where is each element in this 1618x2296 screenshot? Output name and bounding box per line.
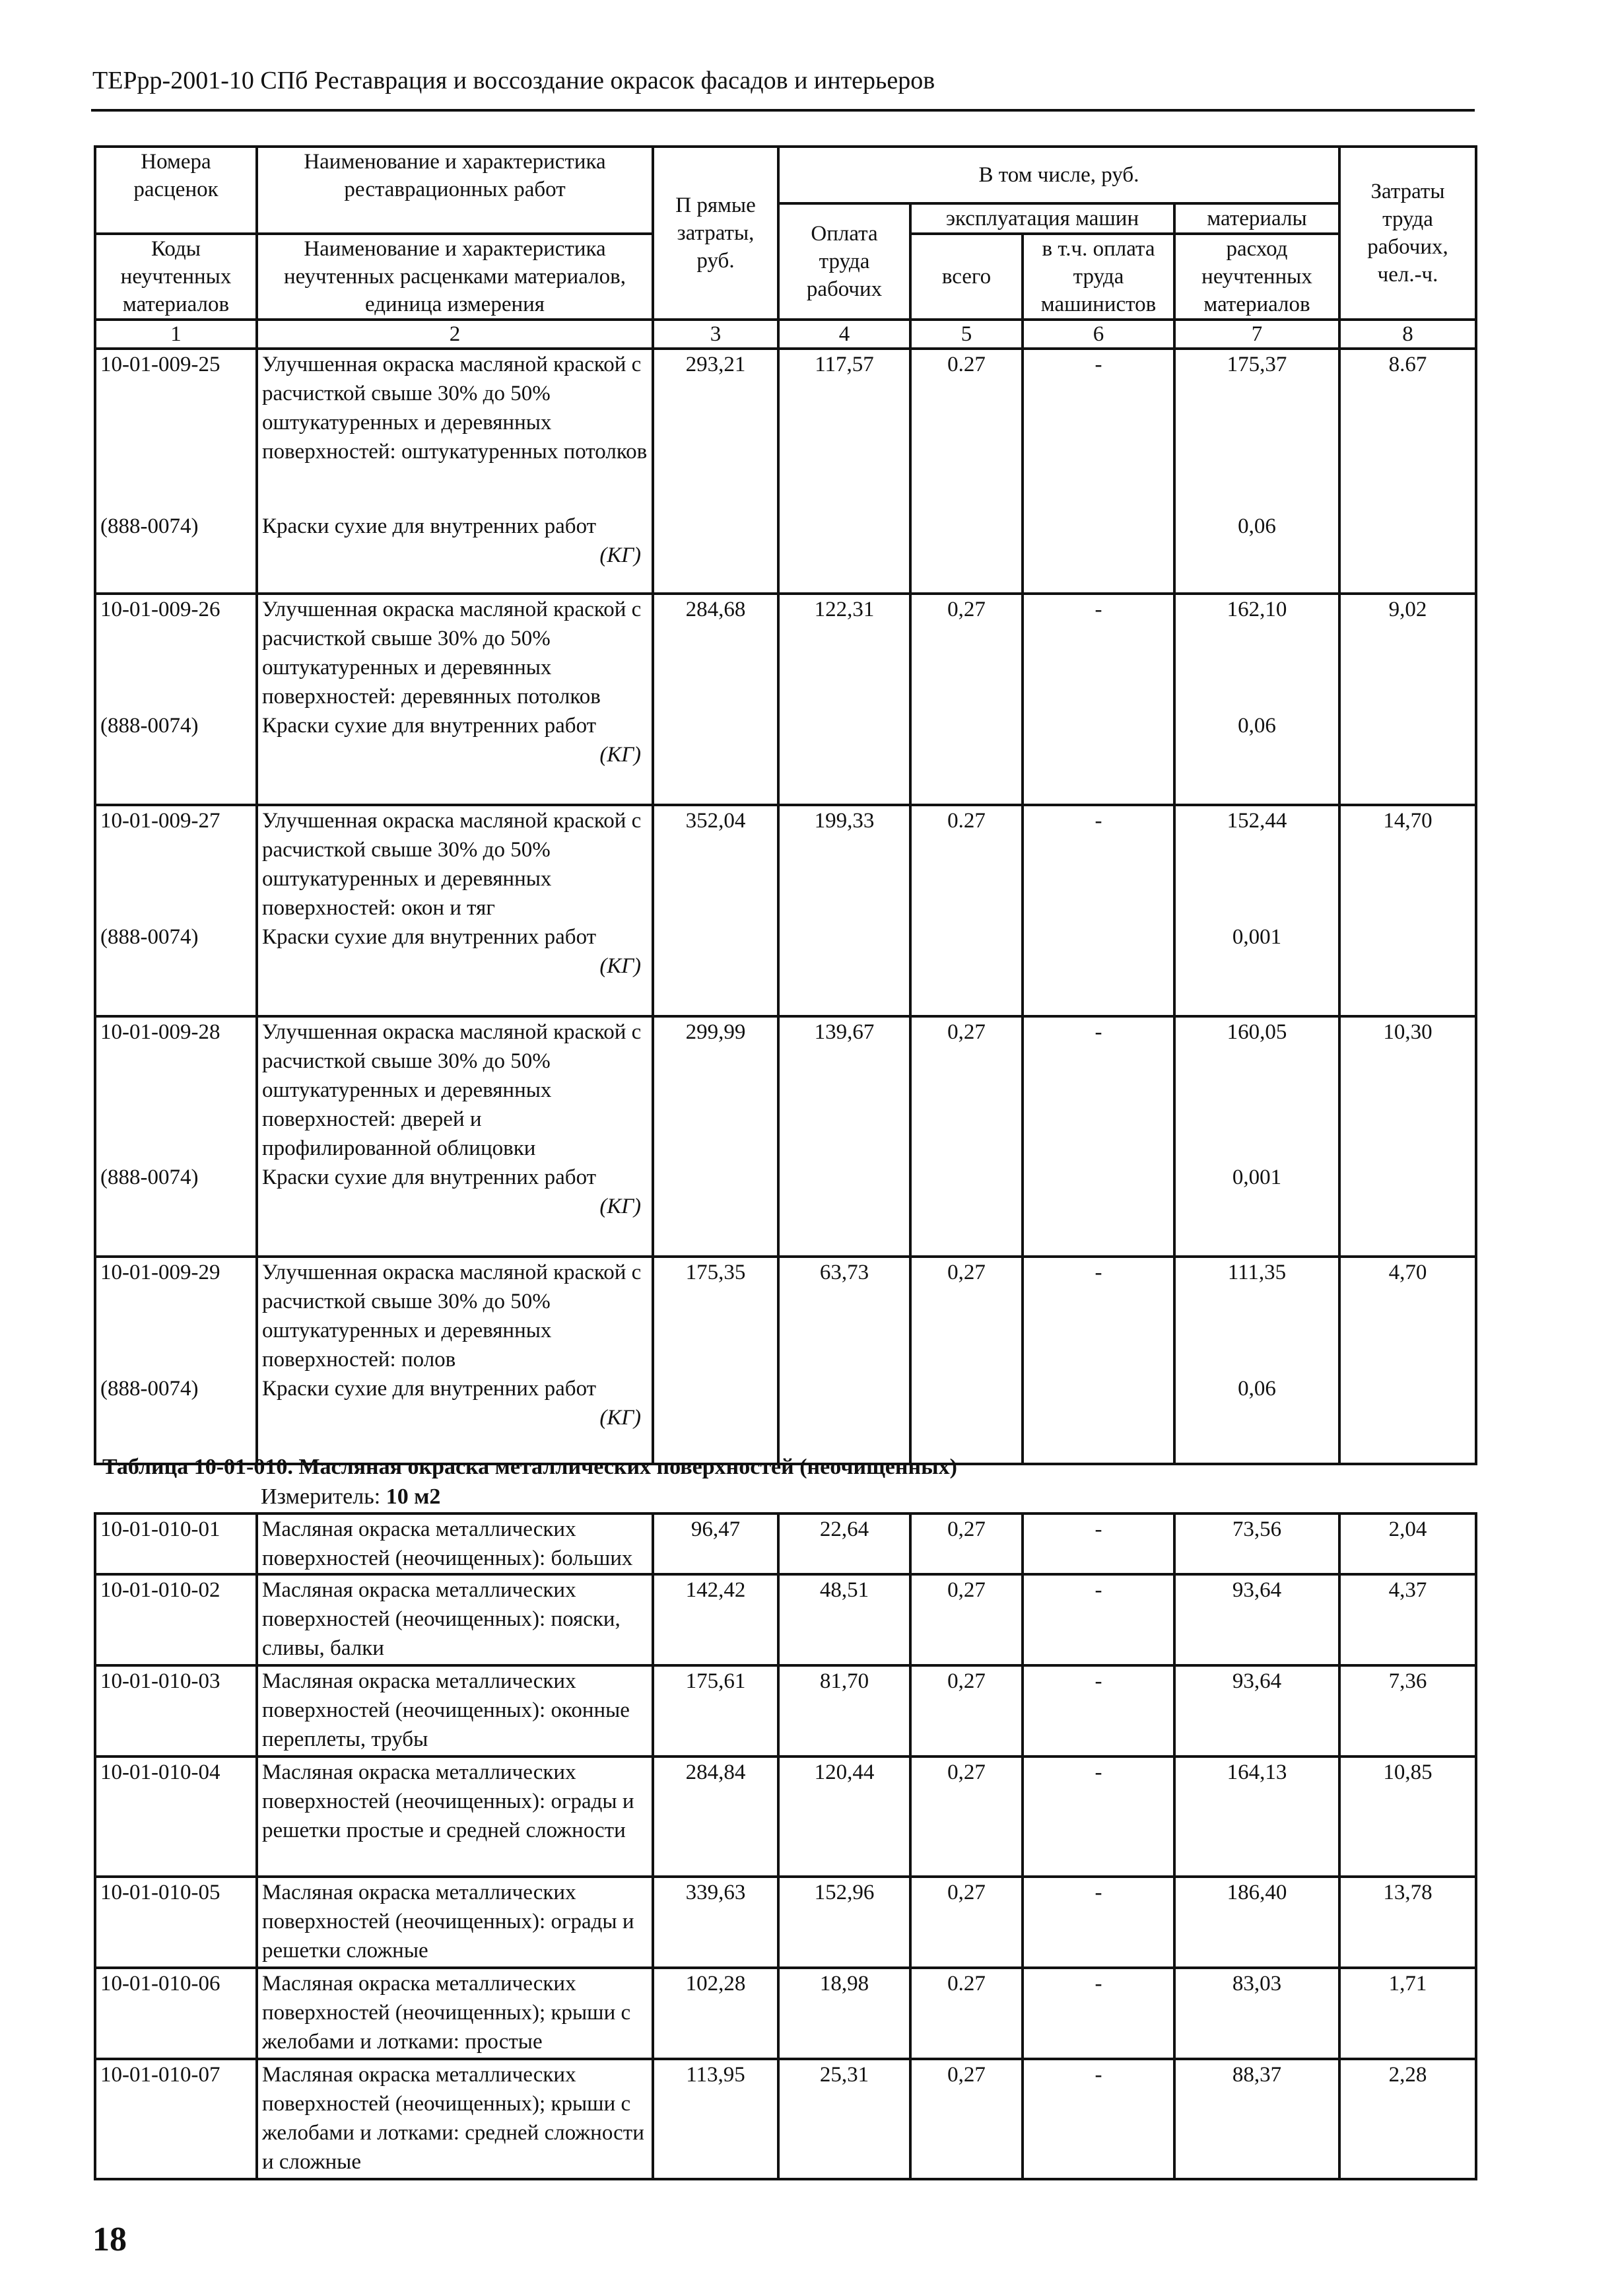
- table-row: [95, 1257, 1476, 1374]
- rates-table-1: [94, 145, 1477, 1465]
- material-qty: 0,06: [1174, 512, 1339, 594]
- direct-costs: 352,04: [653, 805, 778, 1016]
- labor-pay: 120,44: [778, 1757, 910, 1877]
- measure-value: 10 м2: [386, 1484, 441, 1509]
- table-row: [95, 1513, 1476, 1574]
- spacer: [257, 203, 653, 234]
- material-code: (888-0074): [95, 1163, 257, 1257]
- labor-pay: 122,31: [778, 594, 910, 805]
- work-name: Улучшенная окраска масляной краской с расчисткой свыше 30% до 50% оштукатуренных и деревянных поверхностей: окон и тяг: [257, 805, 653, 922]
- direct-costs: 339,63: [653, 1877, 778, 1968]
- direct-costs: 175,35: [653, 1257, 778, 1464]
- material-name: [257, 512, 653, 594]
- col-material-name-header: Наименование и характеристика неучтенных расценками материалов, единица измерения: [257, 234, 653, 320]
- operators-pay: -: [1023, 1257, 1174, 1464]
- material-unit: (КГ): [599, 1406, 641, 1430]
- materials-cost: 175,37: [1174, 349, 1339, 512]
- material-code: (888-0074): [95, 1374, 257, 1464]
- labor-hours: 7,36: [1339, 1665, 1476, 1757]
- materials-cost: 111,35: [1174, 1257, 1339, 1374]
- machines-total: 0.27: [910, 805, 1023, 1016]
- col-direct-costs-header: П рямые затраты, руб.: [653, 147, 778, 320]
- materials-cost: 83,03: [1174, 1968, 1339, 2059]
- table-caption: Таблица 10-01-010. Масляная окраска металлических поверхностей (неочищенных): [102, 1455, 957, 1479]
- labor-hours: 4,37: [1339, 1574, 1476, 1665]
- table-row: [95, 1016, 1476, 1163]
- material-name-text: Краски сухие для внутренних работ: [262, 714, 597, 738]
- materials-cost: 88,37: [1174, 2059, 1339, 2179]
- rate-code: 10-01-009-28: [95, 1016, 257, 1163]
- rate-code: 10-01-009-29: [95, 1257, 257, 1374]
- materials-cost: 93,64: [1174, 1574, 1339, 1665]
- materials-cost: 164,13: [1174, 1757, 1339, 1877]
- operators-pay: -: [1023, 1016, 1174, 1257]
- labor-hours: 2,04: [1339, 1513, 1476, 1574]
- direct-costs: 284,84: [653, 1757, 778, 1877]
- rate-code: 10-01-010-06: [95, 1968, 257, 2059]
- direct-costs: 142,42: [653, 1574, 778, 1665]
- materials-cost: 73,56: [1174, 1513, 1339, 1574]
- direct-costs: 175,61: [653, 1665, 778, 1757]
- machines-total: 0,27: [910, 1513, 1023, 1574]
- labor-pay: 18,98: [778, 1968, 910, 2059]
- machines-total: 0.27: [910, 1968, 1023, 2059]
- material-qty: 0,06: [1174, 711, 1339, 805]
- work-name: Улучшенная окраска масляной краской с расчисткой свыше 30% до 50% оштукатуренных и деревянных поверхностей: деревянных потолков: [257, 594, 653, 711]
- labor-pay: 22,64: [778, 1513, 910, 1574]
- machines-total: 0.27: [910, 349, 1023, 594]
- material-unit: (КГ): [599, 743, 641, 767]
- operators-pay: -: [1023, 1574, 1174, 1665]
- labor-hours: 10,85: [1339, 1757, 1476, 1877]
- materials-cost: 93,64: [1174, 1665, 1339, 1757]
- machines-total: 0,27: [910, 1877, 1023, 1968]
- labor-pay: 81,70: [778, 1665, 910, 1757]
- material-name: [257, 922, 653, 1016]
- direct-costs: 113,95: [653, 2059, 778, 2179]
- direct-costs: 96,47: [653, 1513, 778, 1574]
- machines-total: 0,27: [910, 2059, 1023, 2179]
- work-name: Масляная окраска металлических поверхностей (неочищенных): пояски, сливы, балки: [257, 1574, 653, 1665]
- labor-pay: 63,73: [778, 1257, 910, 1464]
- work-name: Масляная окраска металлических поверхностей (неочищенных); крыши с желобами и лотками: простые: [257, 1968, 653, 2059]
- operators-pay: -: [1023, 1968, 1174, 2059]
- col-material-code-header: Коды неучтенных материалов: [95, 234, 257, 320]
- spacer: [95, 203, 257, 234]
- table-row: [95, 594, 1476, 711]
- operators-pay: -: [1023, 594, 1174, 805]
- work-name: Улучшенная окраска масляной краской с расчисткой свыше 30% до 50% оштукатуренных и деревянных поверхностей: оштукатуренных потолков: [257, 349, 653, 512]
- rate-code: 10-01-009-27: [95, 805, 257, 922]
- direct-costs: 284,68: [653, 594, 778, 805]
- col-rate-number-header: Номера расценок: [95, 147, 257, 203]
- table-row: [95, 1877, 1476, 1968]
- col-labor-pay-header: Оплата труда рабочих: [778, 203, 910, 320]
- labor-pay: 139,67: [778, 1016, 910, 1257]
- material-unit: (КГ): [599, 1195, 641, 1218]
- material-code: (888-0074): [95, 512, 257, 594]
- rate-code: 10-01-010-07: [95, 2059, 257, 2179]
- material-qty: 0,001: [1174, 1163, 1339, 1257]
- col-material-use-header: расход неучтенных материалов: [1174, 234, 1339, 320]
- operators-pay: -: [1023, 349, 1174, 594]
- header-rule: [91, 109, 1475, 112]
- col-index: 8: [1339, 320, 1476, 349]
- material-name-text: Краски сухие для внутренних работ: [262, 1377, 597, 1401]
- material-qty: 0,001: [1174, 922, 1339, 1016]
- material-unit: (КГ): [599, 543, 641, 567]
- labor-pay: 199,33: [778, 805, 910, 1016]
- rate-code: 10-01-009-25: [95, 349, 257, 512]
- material-unit: (КГ): [599, 954, 641, 978]
- col-index: 7: [1174, 320, 1339, 349]
- labor-pay: 48,51: [778, 1574, 910, 1665]
- col-work-name-header: Наименование и характеристика реставрационных работ: [257, 147, 653, 203]
- labor-hours: 9,02: [1339, 594, 1476, 805]
- material-name: [257, 1163, 653, 1257]
- rate-code: 10-01-009-26: [95, 594, 257, 711]
- labor-hours: 10,30: [1339, 1016, 1476, 1257]
- table-row: [95, 349, 1476, 512]
- table-row: [95, 805, 1476, 922]
- direct-costs: 293,21: [653, 349, 778, 594]
- labor-hours: 8.67: [1339, 349, 1476, 594]
- labor-hours: 1,71: [1339, 1968, 1476, 2059]
- col-operators-pay-header: в т.ч. оплата труда машинистов: [1023, 234, 1174, 320]
- measure-label: Измеритель:: [261, 1484, 381, 1509]
- machines-total: 0,27: [910, 1757, 1023, 1877]
- material-name-text: Краски сухие для внутренних работ: [262, 925, 597, 949]
- direct-costs: 102,28: [653, 1968, 778, 2059]
- col-index: 1: [95, 320, 257, 349]
- col-group-header: В том числе, руб.: [778, 147, 1339, 203]
- direct-costs: 299,99: [653, 1016, 778, 1257]
- col-machines-total-header: всего: [910, 234, 1023, 320]
- material-name-text: Краски сухие для внутренних работ: [262, 514, 597, 538]
- operators-pay: -: [1023, 1513, 1174, 1574]
- operators-pay: -: [1023, 1877, 1174, 1968]
- work-name: Масляная окраска металлических поверхностей (неочищенных): оконные переплеты, трубы: [257, 1665, 653, 1757]
- table-row: [95, 1757, 1476, 1877]
- material-code: (888-0074): [95, 922, 257, 1016]
- col-machines-group-header: эксплуатация машин: [910, 203, 1174, 234]
- col-index: 6: [1023, 320, 1174, 349]
- table-row: [95, 2059, 1476, 2179]
- col-index: 2: [257, 320, 653, 349]
- rate-code: 10-01-010-02: [95, 1574, 257, 1665]
- labor-pay: 25,31: [778, 2059, 910, 2179]
- material-name-text: Краски сухие для внутренних работ: [262, 1165, 597, 1189]
- col-labor-hours-header: Затраты труда рабочих, чел.-ч.: [1339, 147, 1476, 320]
- col-index: 4: [778, 320, 910, 349]
- material-code: (888-0074): [95, 711, 257, 805]
- labor-hours: 13,78: [1339, 1877, 1476, 1968]
- machines-total: 0,27: [910, 1665, 1023, 1757]
- col-materials-group-header: материалы: [1174, 203, 1339, 234]
- work-name: Масляная окраска металлических поверхностей (неочищенных); крыши с желобами и лотками: средней сложности и сложные: [257, 2059, 653, 2179]
- machines-total: 0,27: [910, 1016, 1023, 1257]
- col-index: 3: [653, 320, 778, 349]
- operators-pay: -: [1023, 1665, 1174, 1757]
- work-name: Улучшенная окраска масляной краской с расчисткой свыше 30% до 50% оштукатуренных и деревянных поверхностей: полов: [257, 1257, 653, 1374]
- labor-pay: 152,96: [778, 1877, 910, 1968]
- page-header-title: ТЕРрр-2001-10 СПб Реставрация и воссоздание окрасок фасадов и интерьеров: [92, 67, 935, 94]
- operators-pay: -: [1023, 805, 1174, 1016]
- material-name: [257, 1374, 653, 1464]
- work-name: Масляная окраска металлических поверхностей (неочищенных): ограды и решетки сложные: [257, 1877, 653, 1968]
- page-number: 18: [92, 2221, 127, 2258]
- machines-total: 0,27: [910, 594, 1023, 805]
- table-row: [95, 1968, 1476, 2059]
- operators-pay: -: [1023, 1757, 1174, 1877]
- machines-total: 0,27: [910, 1574, 1023, 1665]
- rate-code: 10-01-010-03: [95, 1665, 257, 1757]
- operators-pay: -: [1023, 2059, 1174, 2179]
- materials-cost: 186,40: [1174, 1877, 1339, 1968]
- rate-code: 10-01-010-01: [95, 1513, 257, 1574]
- work-name: Масляная окраска металлических поверхностей (неочищенных): ограды и решетки простые и средней сложности: [257, 1757, 653, 1877]
- material-name: [257, 711, 653, 805]
- work-name: Масляная окраска металлических поверхностей (неочищенных): больших: [257, 1513, 653, 1574]
- rates-table-2: [94, 1512, 1477, 2180]
- labor-hours: 2,28: [1339, 2059, 1476, 2179]
- rate-code: 10-01-010-04: [95, 1757, 257, 1877]
- table-row: [95, 1574, 1476, 1665]
- table-row: [95, 1665, 1476, 1757]
- materials-cost: 152,44: [1174, 805, 1339, 922]
- labor-hours: 14,70: [1339, 805, 1476, 1016]
- rate-code: 10-01-010-05: [95, 1877, 257, 1968]
- materials-cost: 162,10: [1174, 594, 1339, 711]
- labor-hours: 4,70: [1339, 1257, 1476, 1464]
- col-index: 5: [910, 320, 1023, 349]
- labor-pay: 117,57: [778, 349, 910, 594]
- machines-total: 0,27: [910, 1257, 1023, 1464]
- materials-cost: 160,05: [1174, 1016, 1339, 1163]
- measure-unit: [261, 1484, 440, 1510]
- material-qty: 0,06: [1174, 1374, 1339, 1464]
- work-name: Улучшенная окраска масляной краской с расчисткой свыше 30% до 50% оштукатуренных и деревянных поверхностей: дверей и профилированной облицовки: [257, 1016, 653, 1163]
